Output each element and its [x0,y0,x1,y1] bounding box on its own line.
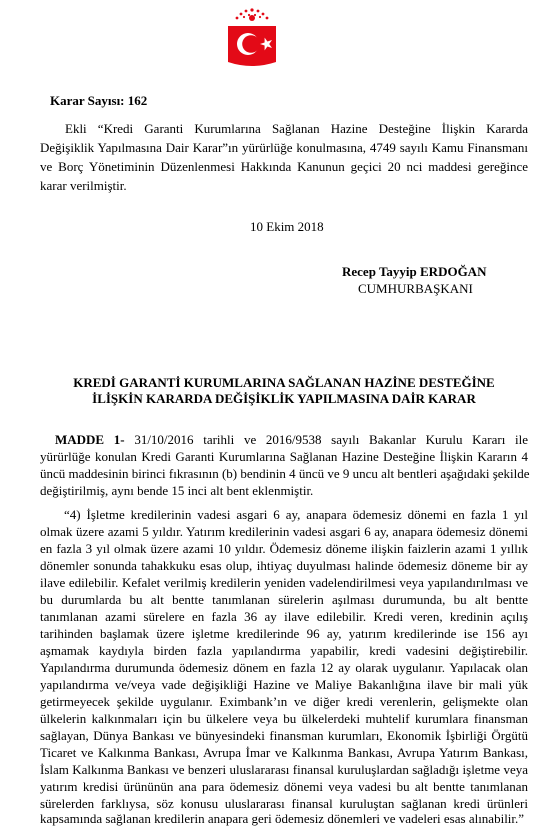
signatory-title: CUMHURBAŞKANI [358,281,473,296]
quote-line: bu durumlarda bu alt bentte tanımlanan sürelerin aşılması durumunda, bu alt bentte [40,592,528,607]
quote-line: sürelerden farklıysa, söz konusu uluslararası finansal kuruluştan sağlanan kredi ürünleri [40,796,528,811]
quote-line: olmak üzere azami 5 yıldır. Yatırım kredilerinin vadesi asgari 6 ay, anapara ödemesiz dönemi [40,524,528,539]
decision-number: Karar Sayısı: 162 [50,93,148,108]
article-line: yürürlüğe konulan Kredi Garanti Kurumlarına Sağlanan Hazine Desteğine İlişkin Kararın 4 [40,449,528,464]
quote-line: dönemler sonunda tahakkuku esas olup, ihtiyaç duyulması halinde ödemesiz döneme bir ay [40,558,528,573]
quote-line: ilave edilebilir. Kefalet verilmiş kredilerin yeniden vadelendirilmesi veya yapılandırılması ve [40,575,528,590]
quote-line: İslam Kalkınma Bankası ve benzeri uluslararası finansal kuruluşlardan sağladığı işletme veya [40,762,528,777]
annex-title-line: İLİŞKİN KARARDA DEĞİŞİKLİK YAPILMASINA DAİR KARAR [92,391,476,406]
quote-line: tarihinden başlamak üzere işletme kredilerinde 96 ay, yatırım kredilerinde ise 156 ayı [40,626,528,641]
quote-line: en fazla 3 yıl olmak üzere azami 10 yıldır. Ödemesiz döneme ilişkin faizlerin azami 1 yıllık [40,541,528,556]
quote-line: tanımlanan azami sürelere en fazla 36 ay ilave edilebilir. Kredi veren, kredinin açılış [40,609,528,624]
quote-line: yatırım kredisi ürününün ana para ödemesiz dönemi veya vadesi bu alt bentte tanımlanan [40,779,528,794]
signatory-name: Recep Tayyip ERDOĞAN [342,264,487,279]
article-first-line [55,431,528,448]
quote-line: getirmeyecek şekilde uygulanır. Eximbank’ın ve diğer kredi verenlerin, gelişmekte olan [40,694,528,709]
quote-line: Ticaret ve Kalkınma Bankası, Avrupa İmar ve Kalkınma Bankası, Avrupa Yatırım Bankası, [40,745,528,760]
article-line: değiştirilmiş, aynı bende 15 inci alt bent eklenmiştir. [40,483,314,498]
intro-line: Ekli “Kredi Garanti Kurumlarına Sağlanan Hazine Desteğine İlişkin Kararda [65,121,528,136]
annex-title-line: KREDİ GARANTİ KURUMLARINA SAĞLANAN HAZİNE DESTEĞİNE [73,375,495,390]
quote-line: aşmamak kaydıyla birden fazla yapılandırma yapabilir, kredi vadesini değiştirebilir. [40,643,528,658]
quote-line: Yapılandırma durumunda ödemesiz dönem en fazla 12 ay olarak uygulanır. Yapılacak olan [40,660,528,675]
article-text: 31/10/2016 tarihli ve 2016/9538 sayılı Bakanlar Kurulu Kararı ile [134,432,529,447]
article-line: üncü maddesinin birinci fıkrasının (b) bendinin 4 üncü ve 9 uncu alt bentleri aşağıdaki şekilde [40,466,530,481]
turkish-presidential-emblem-icon [222,4,282,68]
quote-line: sağlayan, Dünya Bankası ve bünyesindeki finansman kurumları, Ekonomik İşbirliği Örgütü [40,728,528,743]
intro-line: ve Borç Yönetiminin Düzenlenmesi Hakkında Kanunun geçici 20 nci maddesi gereğince [40,159,528,174]
intro-line: karar verilmiştir. [40,178,127,193]
article-label: MADDE 1- [55,432,125,447]
quote-line: yapılandırma ve/veya vade değişikliği Hazine ve Maliye Bakanlığına ilave bir mali yük [40,677,528,692]
quote-line: kapsamında sağlanan kredilerin anapara geri ödemesiz dönemleri ve vadeleri esas alınabilir.” [40,811,525,826]
intro-line: Değişiklik Yapılmasına Dair Karar”ın yürürlüğe konulmasına, 4749 sayılı Kamu Finansmanı [40,140,528,155]
quote-line: ülkelerin kalkınmaları için bu ülkelere veya bu ülkelerdeki muhtelif kurumlara finansman [40,711,528,726]
decision-date: 10 Ekim 2018 [250,219,324,234]
quote-line: “4) İşletme kredilerinin vadesi asgari 6 ay, anapara ödemesiz dönemi en fazla 1 yıl [64,507,528,522]
